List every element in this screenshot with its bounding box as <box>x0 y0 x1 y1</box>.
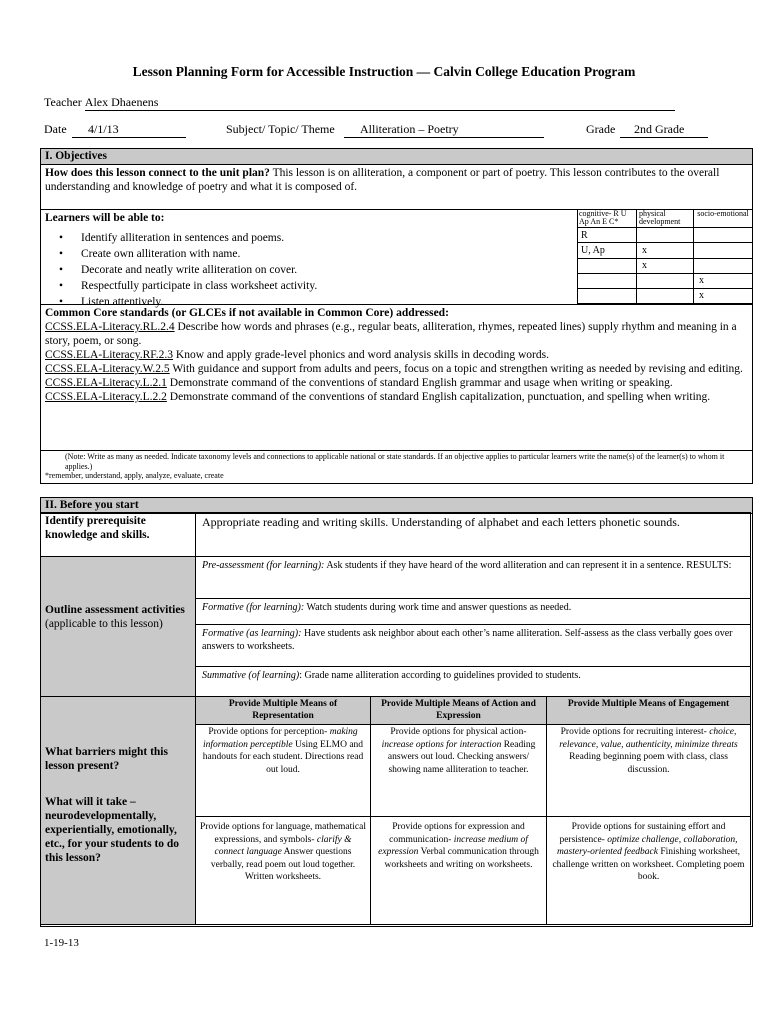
unit-connection-question: How does this lesson connect to the unit plan? <box>45 167 270 179</box>
udl-goal: increase options for interaction <box>381 739 502 750</box>
note-block <box>41 451 752 482</box>
udl-option: Provide options for perception- <box>208 727 328 737</box>
standard-item <box>45 390 748 404</box>
summative-text: : Grade name alliteration according to guidelines provided to students. <box>299 670 581 681</box>
udl-option: Provide options for sustaining effort and persistence- <box>559 822 726 845</box>
grade-field[interactable] <box>620 122 708 138</box>
udl-activity: Finishing worksheet, challenge written on worksheet. Completing poem book. <box>552 847 745 882</box>
domain-cell <box>637 288 694 303</box>
udl-option: Provide options for language, mathematical expressions, and symbols- <box>200 822 366 845</box>
domain-cell: U, Ap <box>578 243 637 258</box>
domain-cell: x <box>694 273 753 288</box>
what-it-takes-label: What will it take – neurodevelopmentally, experientially, emotionally, etc., for your students to do this lesson? <box>45 796 180 864</box>
udl-cell <box>195 816 371 925</box>
note-text: (Note: Write as many as needed. Indicate taxonomy levels and connections to applicable national or state standards. If an objective applies to particular learners write the name(s) of the learner(s) to whom it applies.) <box>65 452 725 471</box>
udl-activity: Reading beginning poem with class, class discussion. <box>569 752 728 775</box>
domain-cell <box>637 273 694 288</box>
udl-cell <box>370 724 547 817</box>
domain-header-physical: physical development <box>637 210 694 228</box>
assess-sub: (applicable to this lesson) <box>45 618 163 630</box>
document-title: Lesson Planning Form for Accessible Instruction — Calvin College Education Program <box>132 64 636 79</box>
standard-item <box>45 348 748 362</box>
objectives-section <box>40 148 753 484</box>
udl-header-action <box>370 696 547 725</box>
formative-as-cell <box>195 624 751 667</box>
udl-header-text: Provide Multiple Means of Engagement <box>567 699 730 709</box>
pre-assessment-cell <box>195 556 751 599</box>
domain-cell <box>578 288 637 303</box>
date-label: Date <box>44 122 67 136</box>
teacher-value: Alex Dhaenens <box>84 95 159 109</box>
objective-item: • Identify alliteration in sentences and poems. <box>81 230 752 246</box>
prereq-label: Identify prerequisite knowledge and skills. <box>45 515 150 541</box>
standards-heading: Common Core standards (or GLCEs if not available in Common Core) addressed: <box>45 307 449 319</box>
standard-item <box>45 376 748 390</box>
udl-cell <box>546 724 751 817</box>
standard-code[interactable]: CCSS.ELA-Literacy.RL.2.4 <box>45 321 175 333</box>
prereq-label-cell <box>40 512 196 557</box>
assess-label-cell <box>40 556 196 697</box>
domain-cell: x <box>637 258 694 273</box>
standard-code[interactable]: CCSS.ELA-Literacy.L.2.2 <box>45 391 167 403</box>
date-field[interactable] <box>72 122 186 138</box>
udl-goal: increase medium of expression <box>378 834 528 857</box>
udl-activity: Answer questions verbally, read poem out loud together. Written worksheets. <box>210 847 356 882</box>
udl-activity: Verbal communication through worksheets and writing on worksheets. <box>384 847 539 870</box>
standards-block <box>41 305 752 451</box>
udl-activity: Reading answers out loud. Checking answers/ showing name alliteration to teacher. <box>387 739 536 775</box>
prereq-value: Appropriate reading and writing skills. Understanding of alphabet and each letters phonetic sounds. <box>202 515 680 529</box>
grade-value: 2nd Grade <box>634 122 685 136</box>
formative-as-text: Have students ask neighbor about each other’s name alliteration. Self-assess as the class verbally goes over answers to worksheets. <box>202 628 733 652</box>
formative-for-cell <box>195 598 751 625</box>
objective-item: • Respectfully participate in class worksheet activity. <box>81 278 752 294</box>
teacher-row <box>44 95 684 111</box>
teacher-field[interactable] <box>85 95 675 111</box>
subject-label: Subject/ Topic/ Theme <box>226 122 335 136</box>
standard-text: With guidance and support from adults and peers, focus on a topic and strengthen writing as needed by revising and editing. <box>169 363 743 375</box>
domain-cell <box>637 228 694 243</box>
standard-text: Know and apply grade-level phonics and word analysis skills in decoding words. <box>173 349 549 361</box>
domain-cell: x <box>637 243 694 258</box>
before-heading: II. Before you start <box>41 498 752 514</box>
footer-date: 1-19-13 <box>44 937 79 949</box>
learner-objectives <box>41 209 752 308</box>
udl-option: Provide options for physical action- <box>390 727 527 737</box>
udl-cell <box>195 724 371 817</box>
udl-header-text: Provide Multiple Means of Action and Expression <box>381 699 536 721</box>
subject-field[interactable] <box>344 122 544 138</box>
udl-cell <box>546 816 751 925</box>
domain-cell: x <box>694 288 753 303</box>
teacher-label: Teacher <box>44 95 82 109</box>
date-value: 4/1/13 <box>88 122 119 136</box>
unit-connection-answer: This lesson is on alliteration, a component or part of poetry. This lesson contributes to the overall understanding and knowledge of poetry and what it is composed of. <box>45 167 720 193</box>
barriers-label: What barriers might this lesson present? <box>45 746 168 772</box>
domain-grid <box>577 209 753 304</box>
taxonomy-footnote: *remember, understand, apply, analyze, evaluate, create <box>45 471 224 480</box>
udl-option: Provide options for recruiting interest- <box>560 727 707 737</box>
udl-header-text: Provide Multiple Means of Representation <box>228 699 338 721</box>
subject-value: Alliteration – Poetry <box>360 122 459 136</box>
prereq-value-cell <box>195 512 751 557</box>
domain-cell <box>694 228 753 243</box>
standard-code[interactable]: CCSS.ELA-Literacy.L.2.1 <box>45 377 167 389</box>
barriers-label-cell <box>40 696 196 925</box>
udl-cell <box>370 816 547 925</box>
summative-label: Summative (of learning) <box>202 670 300 681</box>
udl-option: Provide options for expression and communication- <box>389 822 525 845</box>
formative-as-label: Formative (as learning): <box>202 628 302 639</box>
domain-cell <box>578 258 637 273</box>
standard-code[interactable]: CCSS.ELA-Literacy.W.2.5 <box>45 363 170 375</box>
standard-text: Demonstrate command of the conventions of standard English capitalization, punctuation, and spelling when writing. <box>166 391 711 403</box>
standard-item <box>45 320 748 348</box>
standard-item <box>45 362 748 376</box>
udl-goal: optimize challenge, collaboration, mastery-oriented feedback <box>556 834 738 857</box>
domain-header-socio: socio-emotional <box>694 210 753 228</box>
objective-item: • Decorate and neatly write alliteration on cover. <box>81 262 752 278</box>
udl-goal: making information perceptible <box>202 727 358 750</box>
domain-cell: R <box>578 228 637 243</box>
summative-cell <box>195 666 751 697</box>
domain-header-cognitive: cognitive- R U Ap An E C* <box>578 210 637 228</box>
objectives-heading: I. Objectives <box>41 149 752 165</box>
formative-for-text: Watch students during work time and answer questions as needed. <box>304 602 572 613</box>
objective-item: • Listen attentively. <box>81 294 752 310</box>
domain-cell <box>694 243 753 258</box>
udl-header-engagement <box>546 696 751 725</box>
pre-assessment-label: Pre-assessment (for learning): <box>202 560 325 571</box>
standard-text: Demonstrate command of the conventions of standard English grammar and usage when writing or speaking. <box>166 377 673 389</box>
assess-label: Outline assessment activities <box>45 604 185 616</box>
unit-connection <box>41 165 752 210</box>
udl-goal: choice, relevance, value, authenticity, minimize threats <box>559 727 738 750</box>
standard-code[interactable]: CCSS.ELA-Literacy.RF.2.3 <box>45 349 174 361</box>
objective-item: • Create own alliteration with name. <box>81 246 752 262</box>
udl-goal: clarify & connect language <box>214 834 352 857</box>
formative-for-label: Formative (for learning): <box>202 602 305 613</box>
pre-assessment-text: Ask students if they have heard of the word alliteration and can represent it in a sentence. RESULTS: <box>324 560 732 571</box>
grade-label: Grade <box>586 122 616 136</box>
standard-text: Describe how words and phrases (e.g., regular beats, alliteration, rhymes, repeated lines) supply rhythm and meaning in a story, poem, or song. <box>45 321 737 347</box>
udl-header-representation <box>195 696 371 725</box>
udl-activity: Using ELMO and handouts for each student. Directions read out loud. <box>202 739 364 775</box>
domain-cell <box>694 258 753 273</box>
domain-cell <box>578 273 637 288</box>
learners-label: Learners will be able to: <box>45 212 165 224</box>
